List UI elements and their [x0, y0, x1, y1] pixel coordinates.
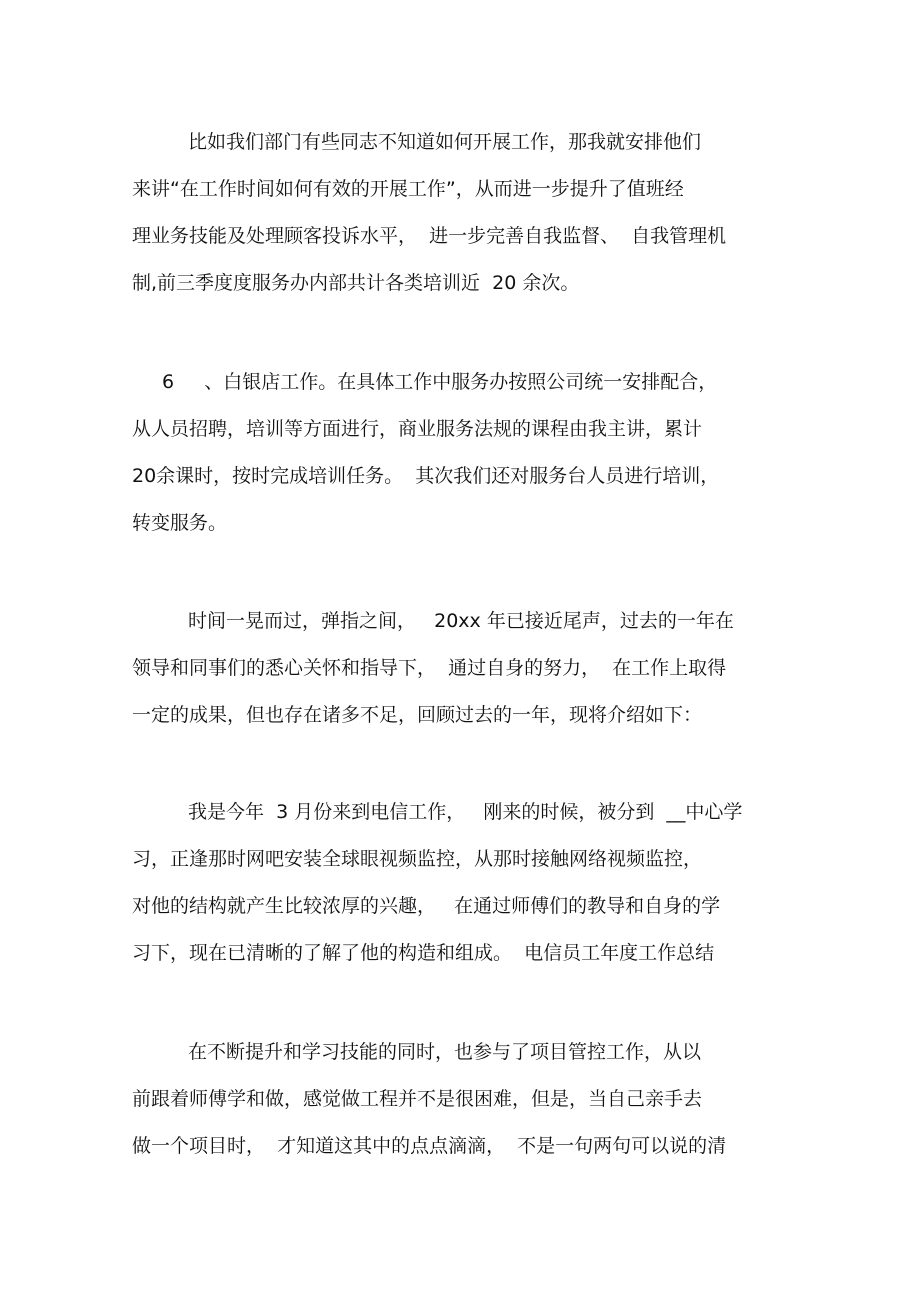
text-line: 习下，现在已清晰的了解了他的构造和组成。 电信员工年度工作总结	[132, 942, 715, 964]
paragraph-training	[132, 119, 772, 307]
text-line: 在不断提升和学习技能的同时，也参与了项目管控工作，从以	[188, 1041, 702, 1063]
text-line: 领导和同事们的悉心关怀和指导下， 通过自身的努力， 在工作上取得	[132, 657, 727, 679]
text-line: 时间一晃而过，弹指之间， 20xx 年已接近尾声，过去的一年在	[188, 610, 734, 632]
text-line: 理业务技能及处理顾客投诉水平， 进一步完善自我监督、 自我管理机	[132, 225, 727, 247]
text-line: 做一个项目时， 才知道这其中的点点滴滴， 不是一句两句可以说的清	[132, 1135, 727, 1157]
paragraph-telecom-start	[132, 789, 772, 977]
text-line: 转变服务。	[132, 512, 228, 534]
text-line: 来讲“在工作时间如何有效的开展工作”，从而进一步提升了值班经	[132, 178, 684, 200]
text-line: 前跟着师傅学和做，感觉做工程并不是很困难，但是，当自己亲手去	[132, 1088, 703, 1110]
text-line: 制,前三季度度服务办内部共计各类培训近 20 余次。	[132, 272, 580, 294]
paragraph-baiyin-store	[132, 359, 772, 547]
text-line: 一定的成果，但也存在诸多不足，回顾过去的一年，现将介绍如下：	[132, 704, 703, 726]
text-line: 我是今年 3 月份来到电信工作， 刚来的时候，被分到 __中心学	[188, 801, 743, 823]
text-line: 6 、白银店工作。在具体工作中服务办按照公司统一安排配合，	[162, 371, 718, 393]
paragraph-project-control	[132, 1029, 772, 1170]
text-line: 对他的结构就产生比较浓厚的兴趣， 在通过师傅们的教导和自身的学	[132, 895, 721, 917]
text-line: 20余课时，按时完成培训任务。 其次我们还对服务台人员进行培训，	[132, 465, 720, 487]
text-line: 习，正逢那时网吧安装全球眼视频监控，从那时接触网络视频监控，	[132, 848, 703, 870]
text-line: 从人员招聘，培训等方面进行，商业服务法规的课程由我主讲，累计	[132, 418, 703, 440]
text-line: 比如我们部门有些同志不知道如何开展工作，那我就安排他们	[188, 131, 702, 153]
paragraph-year-review	[132, 598, 772, 739]
